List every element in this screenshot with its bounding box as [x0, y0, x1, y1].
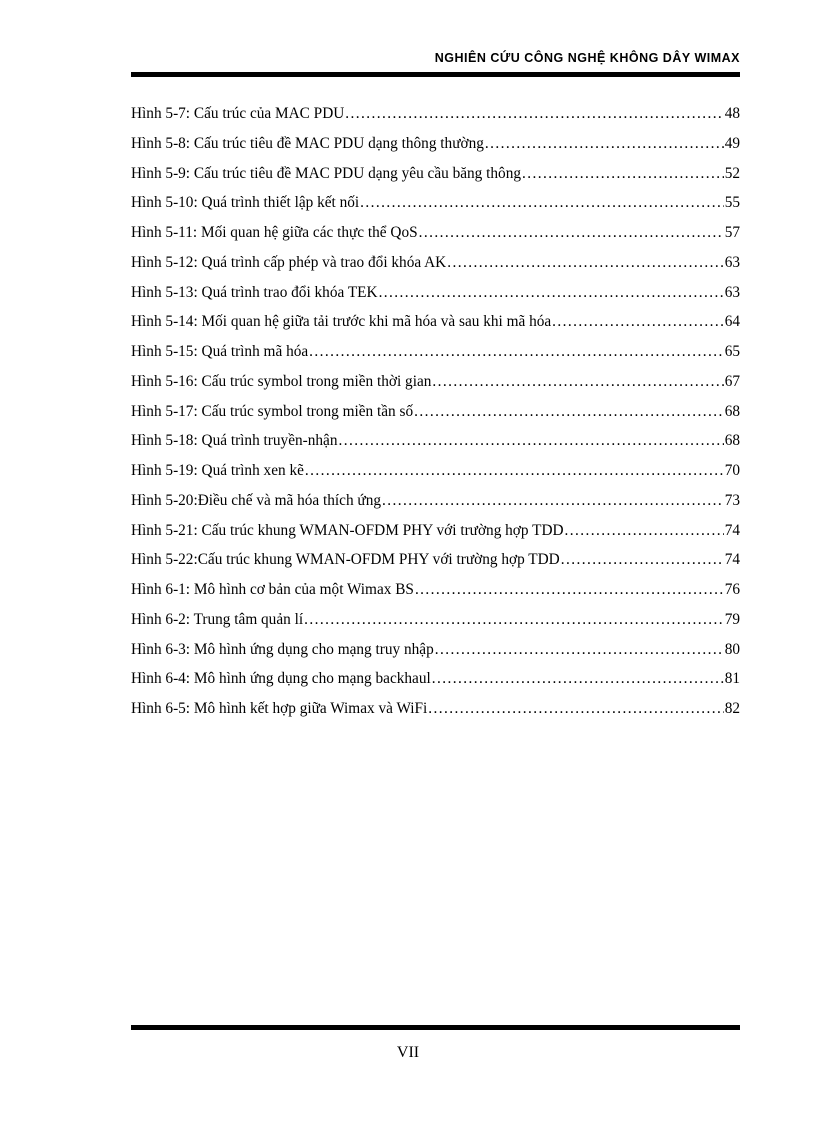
toc-entry-page: 76 — [724, 581, 740, 598]
toc-entry[interactable] — [131, 516, 740, 546]
toc-dot-leader — [447, 248, 723, 278]
toc-dot-leader — [305, 456, 724, 486]
toc-entry[interactable] — [131, 367, 740, 397]
toc-entry[interactable] — [131, 188, 740, 218]
toc-entry[interactable] — [131, 159, 740, 189]
toc-entry-label: Hình 5-10: Quá trình thiết lập kết nối — [131, 194, 360, 212]
toc-entry-page: 48 — [724, 105, 740, 122]
toc-dot-leader — [428, 694, 723, 724]
toc-entry[interactable] — [131, 486, 740, 516]
toc-dot-leader — [382, 486, 724, 516]
toc-entry-page: 63 — [724, 253, 740, 271]
toc-entry[interactable] — [131, 456, 740, 486]
toc-entry[interactable] — [131, 248, 740, 278]
toc-entry[interactable] — [131, 129, 740, 159]
toc-entry-label: Hình 5-7: Cấu trúc của MAC PDU — [131, 105, 345, 122]
toc-entry-page: 70 — [724, 462, 740, 479]
toc-entry[interactable] — [131, 397, 740, 427]
toc-entry-label: Hình 6-2: Trung tâm quản lí — [131, 610, 304, 628]
toc-entry-label: Hình 5-22:Cấu trúc khung WMAN-OFDM PHY với trường hợp TDD — [131, 551, 560, 569]
toc-dot-leader — [304, 605, 724, 635]
toc-entry-page: 74 — [724, 521, 740, 539]
toc-entry[interactable] — [131, 605, 740, 635]
toc-entry-page: 68 — [724, 402, 740, 420]
table-of-figures — [131, 99, 740, 724]
toc-entry-page: 57 — [724, 224, 740, 241]
toc-entry-label: Hình 5-19: Quá trình xen kẽ — [131, 462, 304, 479]
toc-entry-label: Hình 5-21: Cấu trúc khung WMAN-OFDM PHY với trường hợp TDD — [131, 521, 564, 539]
toc-dot-leader — [561, 545, 724, 575]
header-rule — [131, 72, 740, 77]
toc-entry-label: Hình 5-9: Cấu trúc tiêu đề MAC PDU dạng yêu cầu băng thông — [131, 164, 522, 182]
toc-entry-label: Hình 6-3: Mô hình ứng dụng cho mạng truy nhập — [131, 640, 434, 658]
toc-entry-label: Hình 6-1: Mô hình cơ bản của một Wimax BS — [131, 581, 414, 598]
toc-entry-page: 49 — [724, 134, 740, 152]
toc-dot-leader — [565, 516, 724, 546]
toc-entry-page: 80 — [724, 640, 740, 658]
toc-dot-leader — [414, 397, 724, 427]
toc-entry-label: Hình 6-4: Mô hình ứng dụng cho mạng backhaul — [131, 670, 431, 688]
toc-entry-label: Hình 5-18: Quá trình truyền-nhận — [131, 432, 338, 450]
toc-entry-page: 67 — [724, 372, 740, 390]
toc-entry-page: 55 — [724, 194, 740, 212]
toc-entry-label: Hình 5-15: Quá trình mã hóa — [131, 343, 309, 360]
toc-entry-page: 64 — [724, 313, 740, 331]
toc-entry-label: Hình 5-11: Mối quan hệ giữa các thực thể QoS — [131, 224, 418, 241]
toc-entry-page: 82 — [724, 700, 740, 717]
toc-dot-leader — [415, 575, 724, 605]
page-number: VII — [396, 1044, 420, 1061]
toc-entry-page: 74 — [724, 551, 740, 569]
toc-entry[interactable] — [131, 426, 740, 456]
toc-entry-label: Hình 6-5: Mô hình kết hợp giữa Wimax và WiFi — [131, 700, 428, 717]
toc-entry-page: 68 — [724, 432, 740, 450]
toc-entry[interactable] — [131, 694, 740, 724]
toc-dot-leader — [309, 337, 724, 367]
toc-entry-page: 65 — [724, 343, 740, 360]
toc-dot-leader — [435, 635, 724, 665]
toc-entry[interactable] — [131, 99, 740, 129]
toc-entry-label: Hình 5-12: Quá trình cấp phép và trao đổi khóa AK — [131, 253, 447, 271]
footer-rule — [131, 1025, 740, 1030]
toc-entry-page: 63 — [724, 283, 740, 301]
toc-dot-leader — [552, 307, 724, 337]
toc-entry[interactable] — [131, 575, 740, 605]
toc-dot-leader — [485, 129, 724, 159]
running-header: NGHIÊN CỨU CÔNG NGHỆ KHÔNG DÂY WIMAX — [434, 51, 740, 65]
toc-entry-page: 81 — [724, 670, 740, 688]
toc-entry-page: 52 — [724, 164, 740, 182]
toc-entry-label: Hình 5-14: Mối quan hệ giữa tải trước khi mã hóa và sau khi mã hóa — [131, 313, 552, 331]
toc-dot-leader — [432, 664, 724, 694]
toc-entry-label: Hình 5-17: Cấu trúc symbol trong miền tần số — [131, 402, 414, 420]
toc-dot-leader — [419, 218, 724, 248]
toc-dot-leader — [360, 188, 724, 218]
toc-entry-label: Hình 5-13: Quá trình trao đổi khóa TEK — [131, 283, 378, 301]
toc-entry[interactable] — [131, 307, 740, 337]
toc-dot-leader — [432, 367, 723, 397]
toc-entry[interactable] — [131, 545, 740, 575]
toc-entry-page: 79 — [724, 610, 740, 628]
toc-dot-leader — [338, 426, 723, 456]
toc-entry[interactable] — [131, 218, 740, 248]
toc-entry[interactable] — [131, 337, 740, 367]
toc-entry-label: Hình 5-16: Cấu trúc symbol trong miền thời gian — [131, 372, 432, 390]
toc-entry[interactable] — [131, 278, 740, 308]
toc-dot-leader — [379, 278, 724, 308]
toc-entry-page: 73 — [724, 491, 740, 509]
toc-entry[interactable] — [131, 635, 740, 665]
toc-entry-label: Hình 5-8: Cấu trúc tiêu đề MAC PDU dạng thông thường — [131, 134, 484, 152]
toc-dot-leader — [345, 99, 723, 129]
toc-entry-label: Hình 5-20:Điều chế và mã hóa thích ứng — [131, 491, 382, 509]
toc-dot-leader — [522, 159, 724, 189]
toc-entry[interactable] — [131, 664, 740, 694]
